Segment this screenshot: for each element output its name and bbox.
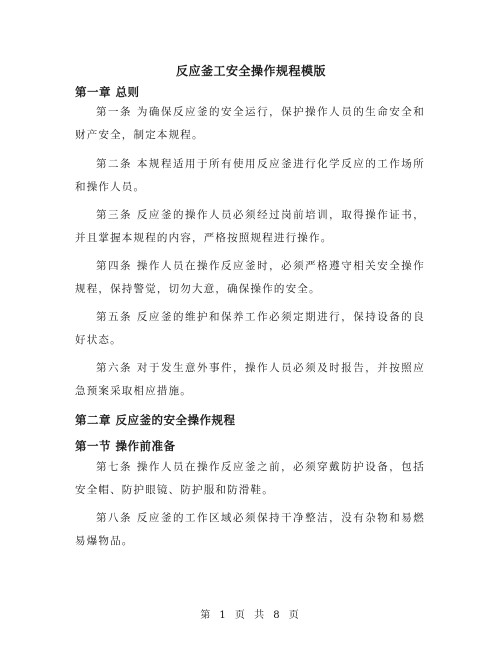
article-1: 第一条 为确保反应釜的安全运行，保护操作人员的生命安全和财产安全，制定本规程。 — [75, 106, 425, 141]
article-6: 第六条 对于发生意外事件，操作人员必须及时报告，并按照应急预案采取相应措施。 — [75, 362, 425, 397]
article-8: 第八条 反应釜的工作区域必须保持干净整洁，没有杂物和易燃易爆物品。 — [75, 512, 425, 547]
article-5: 第五条 反应釜的维护和保养工作必须定期进行，保持设备的良好状态。 — [75, 311, 425, 346]
article-7: 第七条 操作人员在操作反应釜之前，必须穿戴防护设备，包括安全帽、防护眼镜、防护服和防滑鞋。 — [75, 461, 425, 496]
page-number-footer: 第 1 页 共 8 页 — [200, 610, 302, 621]
chapter-1-heading: 第一章 总则 — [75, 85, 140, 99]
article-3: 第三条 反应釜的操作人员必须经过岗前培训，取得操作证书，并且掌握本规程的内容，严格按照规程进行操作。 — [75, 209, 425, 244]
chapter-2-heading: 第二章 反应釜的安全操作规程 — [75, 413, 236, 427]
document-title: 反应釜工安全操作规程模版 — [175, 64, 326, 78]
article-2: 第二条 本规程适用于所有使用反应釜进行化学反应的工作场所和操作人员。 — [75, 158, 425, 193]
article-4: 第四条 操作人员在操作反应釜时，必须严格遵守相关安全操作规程，保持警觉，切勿大意，确保操作的安全。 — [75, 260, 425, 295]
section-1-heading: 第一节 操作前准备 — [75, 439, 176, 453]
